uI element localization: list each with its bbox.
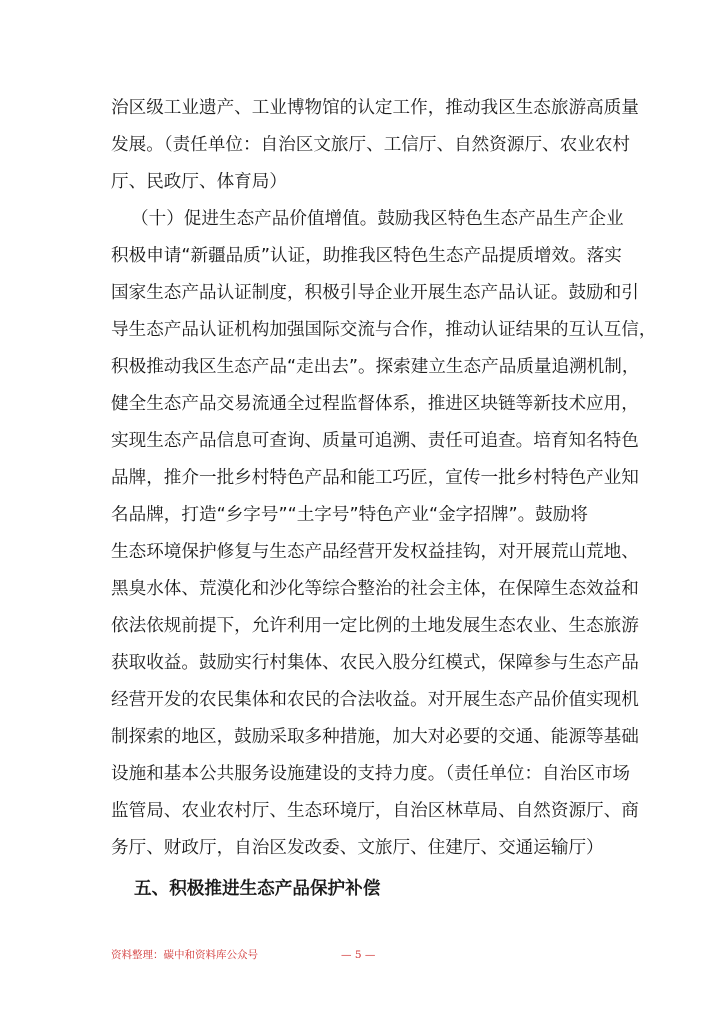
paragraph-line: 生态环境保护修复与生态产品经营开发权益挂钩，对开展荒山荒地、 bbox=[111, 542, 639, 562]
paragraph-line: 积极申请“新疆品质”认证，助推我区特色生态产品提质增效。落实 bbox=[111, 246, 622, 266]
paragraph-line: 厅、民政厅、体育局） bbox=[111, 172, 287, 192]
footer-source: 资料整理：碳中和资料库公众号 bbox=[111, 949, 258, 961]
paragraph-line: （十）促进生态产品价值增值。鼓励我区特色生态产品生产企业 bbox=[131, 209, 624, 229]
paragraph-line: 名品牌，打造“乡字号”“土字号”特色产业“金字招牌”。鼓励将 bbox=[111, 505, 588, 525]
paragraph-line: 经营开发的农民集体和农民的合法收益。对开展生态产品价值实现机 bbox=[111, 690, 639, 710]
paragraph-line: 健全生态产品交易流通全过程监督体系，推进区块链等新技术应用， bbox=[111, 394, 639, 414]
paragraph-line: 积极推动我区生态产品“走出去”。探索建立生态产品质量追溯机制， bbox=[111, 357, 640, 377]
page-number: — 5 — bbox=[341, 949, 376, 961]
section-heading: 五、积极推进生态产品保护补偿 bbox=[134, 879, 381, 899]
paragraph-line: 监管局、农业农村厅、生态环境厅，自治区林草局、自然资源厅、商 bbox=[111, 801, 639, 821]
paragraph-line: 依法依规前提下，允许利用一定比例的土地发展生态农业、生态旅游 bbox=[111, 616, 639, 636]
paragraph-line: 设施和基本公共服务设施建设的支持力度。（责任单位：自治区市场 bbox=[111, 764, 631, 784]
paragraph-line: 导生态产品认证机构加强国际交流与合作，推动认证结果的互认互信， bbox=[111, 320, 657, 340]
paragraph-line: 国家生态产品认证制度，积极引导企业开展生态产品认证。鼓励和引 bbox=[111, 283, 639, 303]
paragraph-line: 治区级工业遗产、工业博物馆的认定工作，推动我区生态旅游高质量 bbox=[111, 98, 639, 118]
paragraph-line: 制探索的地区，鼓励采取多种措施，加大对必要的交通、能源等基础 bbox=[111, 727, 639, 747]
paragraph-line: 务厅、财政厅，自治区发改委、文旅厅、住建厅、交通运输厅） bbox=[111, 838, 604, 858]
paragraph-line: 发展。（责任单位：自治区文旅厅、工信厅、自然资源厅、农业农村 bbox=[111, 135, 631, 155]
paragraph-line: 实现生态产品信息可查询、质量可追溯、责任可追查。培育知名特色 bbox=[111, 431, 639, 451]
paragraph-line: 黑臭水体、荒漠化和沙化等综合整治的社会主体，在保障生态效益和 bbox=[111, 579, 639, 599]
paragraph-line: 品牌，推介一批乡村特色产品和能工巧匠，宣传一批乡村特色产业知 bbox=[111, 468, 639, 488]
paragraph-line: 获取收益。鼓励实行村集体、农民入股分红模式，保障参与生态产品 bbox=[111, 653, 639, 673]
